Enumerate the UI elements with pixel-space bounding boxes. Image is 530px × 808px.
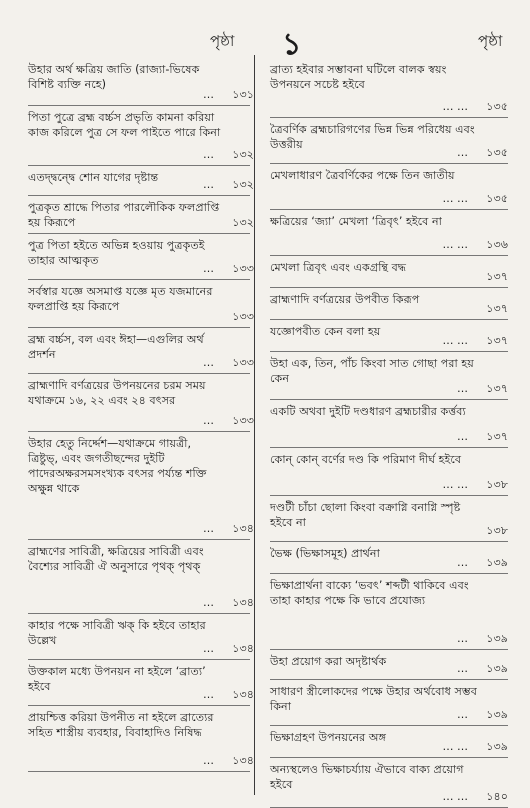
- index-entry-text: এতদ্দ্বন্দ্বে শোন যাগের দৃষ্টান্ত: [28, 171, 159, 184]
- index-entry-text: পুত্র পিতা হইতে অভিন্ন হওয়ায় পুত্রকৃতই তাহার আত্মকৃত: [28, 239, 205, 267]
- index-entry-text: ব্রহ্ম বর্চ্চস, বল এবং ঈহা—এগুলির অর্থ প্রদর্শন: [28, 333, 204, 361]
- index-entry-text: ক্ষত্রিয়ের ‘জ্যা’ মেখলা ‘ত্রিবৃৎ’ হইবে না: [270, 215, 442, 228]
- index-entry-page-number: ১৩৪: [232, 688, 254, 701]
- index-entry-page-number: ১৩৩: [232, 414, 254, 427]
- index-entry-page-number: ১৪০: [486, 790, 508, 803]
- index-entry: [270, 758, 508, 808]
- index-entry: [270, 320, 508, 352]
- index-entry-text: উহার হেতু নির্দ্দেশ—যথাক্রমে গায়ত্রী, ত্রিষ্টুভ্, এবং জগতীছন্দের দুইটি পাদেরঅক্ষরসমসংখ্যক বৎসর পর্য্যন্ত শক্তি অক্ষুন্ন থাকে: [28, 437, 207, 495]
- index-entry-page-number: ১৩৩: [232, 262, 254, 275]
- index-entry-dot-leader: …: [457, 662, 468, 675]
- index-entry-text: ব্রাহ্মণাদি বর্ণত্রয়ের উপনয়নের চরম সময় যথাক্রমে ১৬, ২২ এবং ২৪ বৎসর: [28, 379, 206, 407]
- index-entry-text: উহা এক, তিন, পাঁচ কিংবা সাত গোছা পরা হয় কেন: [270, 357, 474, 385]
- index-entry-dot-leader: …: [203, 356, 214, 369]
- index-entry: [28, 328, 254, 374]
- index-entry: [28, 166, 254, 196]
- index-entry-dot-leader: …: [457, 556, 468, 569]
- index-entry: [28, 106, 254, 166]
- index-entry-page-number: ১৩৫: [486, 100, 508, 113]
- index-entry: [28, 280, 254, 328]
- index-entry-page-number: ১৩৭: [486, 334, 508, 347]
- index-entry-page-number: ১৩৭: [486, 382, 508, 395]
- index-entry-text: ভিক্ষাপ্রার্থনা বাক্যে ‘ভবৎ’ শব্দটী থাকিবে এবং তাহা কাহার পক্ষে কি ভাবে প্রযোজ্য: [270, 579, 469, 607]
- index-entry-text: যজ্ঞোপবীত কেন বলা হয়: [270, 325, 381, 338]
- index-entry-text: সাধারণ স্ত্রীলোকদের পক্ষে উহার অর্থবোধ সম্ভব কিনা: [270, 685, 477, 713]
- index-entry-text: ভিক্ষাগ্রহণ উপনয়নের অঙ্গ: [270, 731, 386, 744]
- index-entry-page-number: ১৩৪: [232, 522, 254, 535]
- index-entry-text: উহার অর্থ ক্ষত্রিয় জাতি (রাজ্যা-ভিষেক বিশিষ্ট ব্যক্তি নহে): [28, 63, 200, 91]
- index-entry-page-number: ১৩২: [232, 148, 254, 161]
- index-entry: [270, 352, 508, 400]
- index-entry-page-number: ১৩১: [232, 88, 254, 101]
- page-column-label-left: পৃষ্ঠা: [210, 32, 235, 50]
- index-entry-page-number: ১৩৯: [486, 556, 508, 569]
- index-entry: [28, 660, 254, 706]
- index-entry: [270, 118, 508, 164]
- index-entry-dot-leader: …: [203, 688, 214, 701]
- index-entry-dot-leader: …: [203, 88, 214, 101]
- index-entry-page-number: ১৩৬: [486, 238, 508, 251]
- index-entry-page-number: ১৩৪: [232, 596, 254, 609]
- index-entry: [270, 650, 508, 680]
- index-entry: [28, 58, 254, 106]
- index-entry-dot-leader: … …: [442, 100, 468, 113]
- index-entry-text: ব্রাহ্মণাদি বর্ণত্রয়ের উপবীত কিরূপ: [270, 293, 420, 306]
- index-entry: [270, 164, 508, 210]
- column-divider: [254, 55, 255, 795]
- index-entry-dot-leader: …: [457, 708, 468, 721]
- chapter-number: ১: [282, 27, 302, 62]
- index-entry-text: মেখলাধারণ ত্রৈবর্ণিকের পক্ষে তিন জাতীয়: [270, 169, 455, 182]
- index-entry-page-number: ১৩৯: [486, 662, 508, 675]
- index-entry-dot-leader: …: [203, 178, 214, 191]
- index-entry-page-number: ১৩৯: [486, 708, 508, 721]
- index-entry: [28, 196, 254, 234]
- left-index-column: [28, 58, 254, 772]
- index-entry: [270, 58, 508, 118]
- index-entry-text: ব্রাত্য হইবার সম্ভাবনা ঘটিলে বালক স্বয়ং উপনয়নে সচেষ্ট হইবে: [270, 63, 447, 91]
- index-entry-page-number: ১৩৫: [486, 192, 508, 205]
- index-entry-dot-leader: … …: [442, 740, 468, 753]
- index-entry-dot-leader: …: [203, 754, 214, 767]
- index-entry-dot-leader: … …: [442, 238, 468, 251]
- index-entry-page-number: ১৩৮: [486, 478, 508, 491]
- index-entry-text: মেখলা ত্রিবৃৎ এবং একগ্রন্থি বদ্ধ: [270, 261, 407, 274]
- index-entry: [270, 726, 508, 758]
- index-entry-dot-leader: … …: [442, 790, 468, 803]
- index-entry-text: দণ্ডটী চাঁচা ছোলা কিংবা বক্রাগ্নি বনাগ্নি স্পৃষ্ট হইবে না: [270, 501, 461, 529]
- index-entry-text: কোন্ কোন্ বর্ণের দণ্ড কি পরিমাণ দীর্ঘ হইবে: [270, 453, 462, 466]
- index-entry: [28, 234, 254, 280]
- index-entry-dot-leader: …: [203, 642, 214, 655]
- index-entry-text: একটি অথবা দুইটি দণ্ডধারণ ব্রহ্মচারীর কর্ত্তব্য: [270, 405, 466, 418]
- index-entry-text: সর্বস্বার যজ্ঞে অসমাপ্ত যজ্ঞে মৃত যজমানের ফলপ্রাপ্তি হয় কিরূপে: [28, 285, 213, 313]
- index-entry: [270, 210, 508, 256]
- index-entry: [270, 574, 508, 650]
- index-entry-text: ভৈক্ষ (ভিক্ষাসমূহ) প্রার্থনা: [270, 547, 380, 560]
- index-entry: [28, 706, 254, 772]
- index-entry-text: পিতা পুত্রে ব্রহ্ম বর্চ্চস প্রভৃতি কামনা করিয়া কাজ করিলে পুত্র সে ফল পাইতে পারে কিনা: [28, 111, 221, 139]
- index-entry: [270, 400, 508, 448]
- index-entry-dot-leader: …: [203, 522, 214, 535]
- index-entry-page-number: ১৩৭: [486, 302, 508, 315]
- index-entry: [270, 256, 508, 288]
- index-entry-dot-leader: …: [457, 382, 468, 395]
- index-entry-dot-leader: …: [203, 596, 214, 609]
- index-entry-page-number: ১৩৭: [486, 430, 508, 443]
- index-entry-text: অন্যস্থলেও ভিক্ষাচর্য্যায় ঐভাবে বাক্য প্রয়োগ হইবে: [270, 763, 464, 791]
- index-entry-dot-leader: … …: [442, 478, 468, 491]
- index-entry: [270, 680, 508, 726]
- index-entry-page-number: ১৩৩: [232, 310, 254, 323]
- page-column-label-right: পৃষ্ঠা: [478, 32, 503, 50]
- right-index-column: [270, 58, 508, 808]
- index-entry: [270, 288, 508, 320]
- index-entry-page-number: ১৩৮: [486, 524, 508, 537]
- index-entry-dot-leader: …: [203, 414, 214, 427]
- index-entry-dot-leader: …: [457, 632, 468, 645]
- index-entry: [28, 374, 254, 432]
- index-entry-dot-leader: …: [457, 430, 468, 443]
- index-entry-page-number: ১৩৫: [486, 146, 508, 159]
- index-entry: [270, 542, 508, 574]
- index-entry-text: উহা প্রয়োগ করা অদৃষ্টার্থক: [270, 655, 387, 668]
- index-entry-text: প্রায়শ্চিত্ত করিয়া উপনীত না হইলে ব্রাত্যের সহিত শাস্ত্রীয় ব্যবহার, বিবাহাদিও নিষিদ্ধ: [28, 711, 214, 739]
- index-entry-text: উক্তকাল মধ্যে উপনয়ন না হইলে ‘ব্রাত্য’ হইবে: [28, 665, 206, 693]
- index-entry-page-number: ১৩৯: [486, 632, 508, 645]
- index-entry-dot-leader: … …: [442, 334, 468, 347]
- index-entry-dot-leader: …: [203, 262, 214, 275]
- index-entry: [28, 432, 254, 540]
- index-entry: [270, 496, 508, 542]
- index-entry: [28, 614, 254, 660]
- index-entry: [270, 448, 508, 496]
- index-entry-page-number: ১৩৪: [232, 754, 254, 767]
- index-entry-page-number: ১৩৭: [486, 270, 508, 283]
- index-entry: [28, 540, 254, 614]
- index-entry-page-number: ১৩২: [232, 216, 254, 229]
- index-entry-dot-leader: …: [457, 146, 468, 159]
- index-entry-page-number: ১৩২: [232, 178, 254, 191]
- index-entry-text: ব্রাহ্মণের সাবিত্রী, ক্ষত্রিয়ের সাবিত্রী এবং বৈশ্যের সাবিত্রী ঐ অনুসারে পৃথক্ পৃথক্: [28, 545, 204, 573]
- index-entry-dot-leader: …: [203, 148, 214, 161]
- index-entry-text: কাহার পক্ষে সাবিত্রী ঋক্ কি হইবে তাহার উল্লেখ: [28, 619, 206, 647]
- index-entry-page-number: ১৩৩: [232, 356, 254, 369]
- index-entry-page-number: ১৩৪: [232, 642, 254, 655]
- index-entry-dot-leader: … …: [442, 192, 468, 205]
- index-entry-text: ত্রৈবর্ণিক ব্রহ্মচারিগণের ভিন্ন ভিন্ন পরিধেয় এবং উত্তরীয়: [270, 123, 475, 151]
- index-entry-page-number: ১৩৯: [486, 740, 508, 753]
- index-entry-text: পুত্রকৃত শ্রাদ্ধে পিতার পারলৌকিক ফলপ্রাপ্তি হয় কিরূপে: [28, 201, 220, 229]
